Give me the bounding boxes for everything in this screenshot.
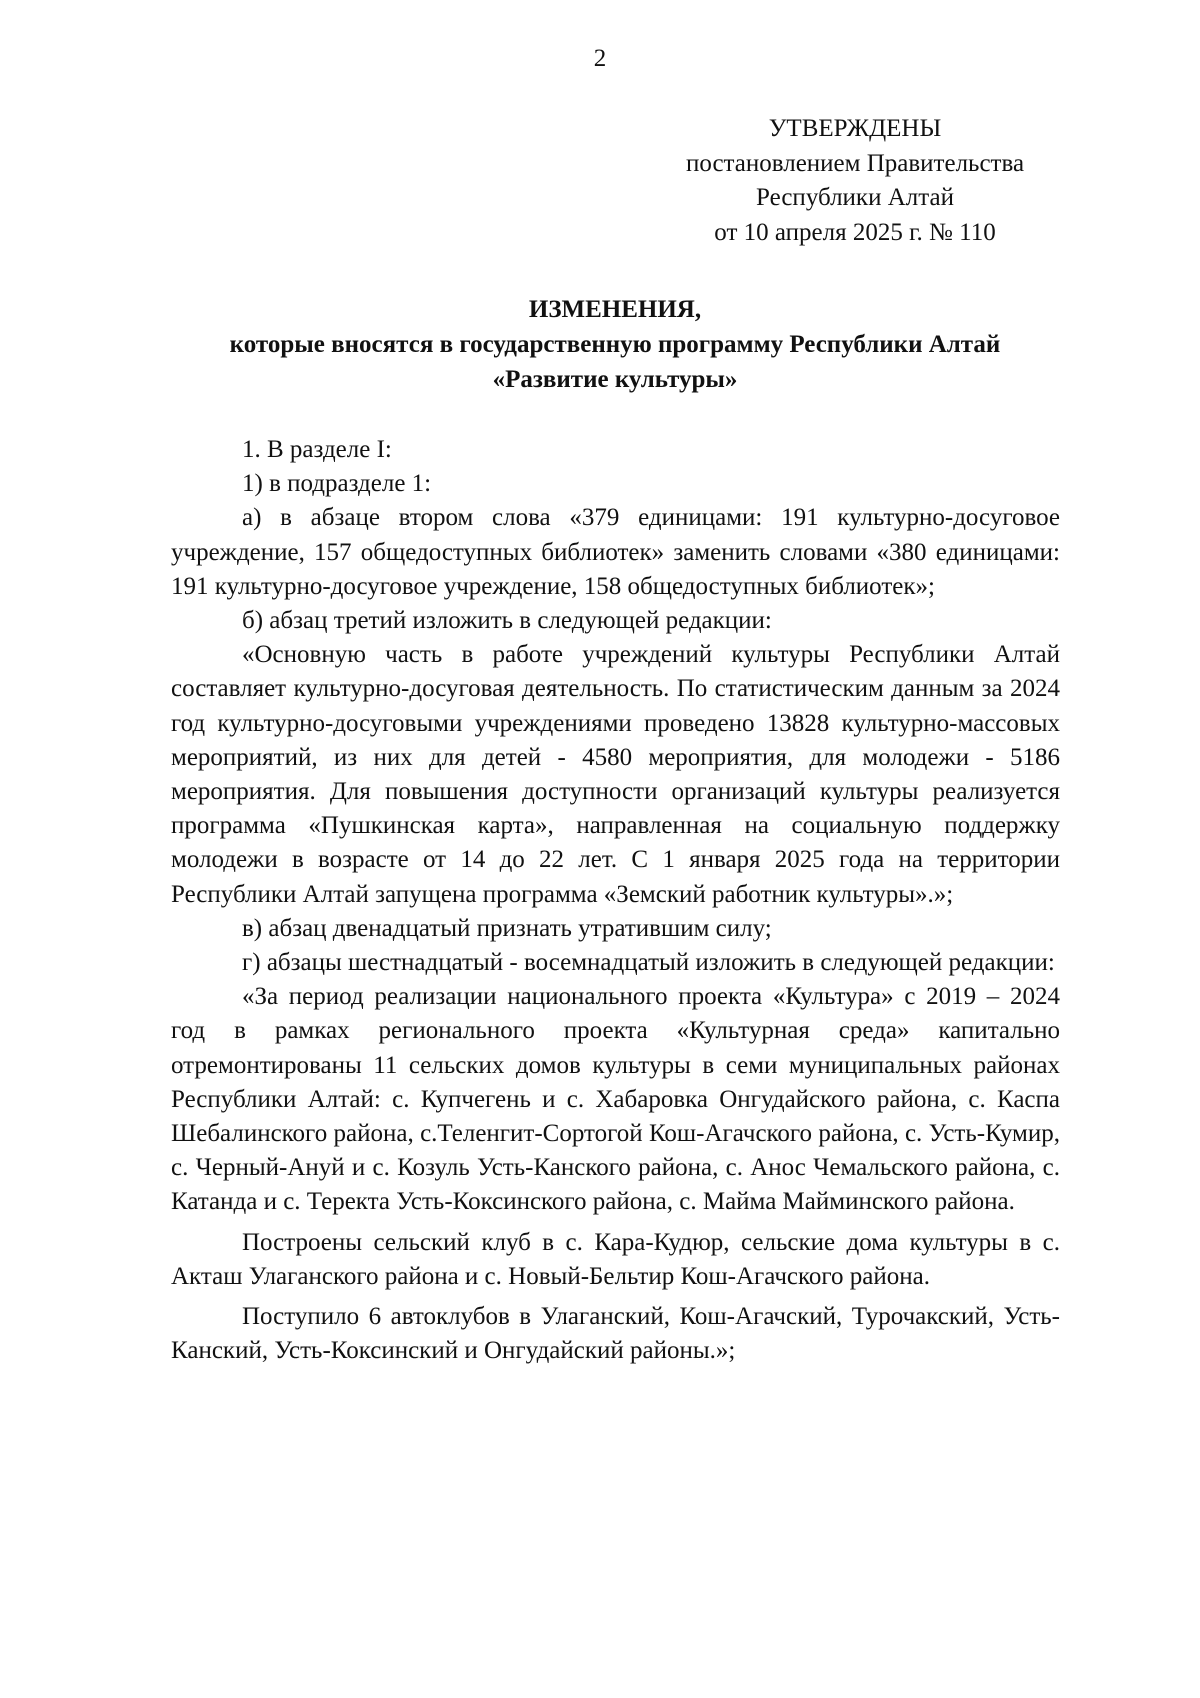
paragraph-item-g: г) абзацы шестнадцатый - восемнадцатый изложить в следующей редакции: — [242, 949, 1055, 977]
paragraph-text: Поступило 6 автоклубов в Улаганский, Кош-Агачский, Турочакский, Усть-Канский, Усть-Коксинский и Онгудайский районы.»; — [171, 1303, 1060, 1365]
approval-date-number: от 10 апреля 2025 г. № 110 — [714, 218, 996, 246]
approval-heading: УТВЕРЖДЕНЫ — [768, 115, 942, 142]
paragraph-item-a: а) в абзаце втором слова «379 единицами: 191 культурно-досуговое учреждение, 157 общедоступных библиотек» заменить словами «380 единицами: 191 культурно-досуговое учреждение, 158 общедоступных библиотек»; — [171, 504, 1060, 600]
approval-stamp — [640, 112, 1070, 250]
paragraph-item-b: б) абзац третий изложить в следующей редакции: — [242, 607, 772, 635]
page-number: 2 — [593, 45, 607, 72]
paragraph-subsection: 1) в подразделе 1: — [242, 470, 432, 498]
title-heading: ИЗМЕНЕНИЯ, — [528, 296, 702, 323]
paragraph-item-v: в) абзац двенадцатый признать утратившим силу; — [242, 914, 772, 942]
document-title — [170, 292, 1060, 397]
document-body — [171, 433, 1060, 1368]
approval-line: Республики Алтай — [756, 184, 954, 211]
paragraph-quote: «Основную часть в работе учреждений культуры Республики Алтай составляет культурно-досуговая деятельность. По статистическим данным за 2024 год культурно-досуговыми учреждениями проведено 13828 культурно-массовых мероприятий, из них для детей - 4580 мероприятия, для молодежи - 5186 мероприятия. Для повышения доступности организаций культуры реализуется программа «Пушкинская карта», направленная на социальную поддержку молодежи в возрасте от 14 до 22 лет. С 1 января 2025 года на территории Республики Алтай запущена программа «Земский работник культуры».»; — [171, 641, 1060, 908]
title-subheading: которые вносятся в государственную программу Республики Алтай — [229, 331, 1001, 358]
approval-line: постановлением Правительства — [685, 149, 1025, 177]
paragraph-text: Построены сельский клуб в с. Кара-Кудюр, сельские дома культуры в с. Акташ Улаганского района и с. Новый-Бельтир Кош-Агачского района. — [171, 1228, 1060, 1290]
paragraph-quote: «За период реализации национального проекта «Культура» с 2019 – 2024 год в рамках регионального проекта «Культурная среда» капитально отремонтированы 11 сельских домов культуры в семи муниципальных районах Республики Алтай: с. Купчегень и с. Хабаровка Онгудайского района, с. Каспа Шебалинского района, с.Теленгит-Сортогой Кош-Агачского района, с. Усть-Кумир, с. Черный-Ануй и с. Козуль Усть-Канского района, с. Анос Чемальского района, с. Катанда и с. Теректа Усть-Коксинского района, с. Майма Майминского района. — [171, 983, 1060, 1216]
title-program-name: «Развитие культуры» — [492, 366, 738, 393]
paragraph-section: 1. В разделе I: — [242, 436, 392, 463]
